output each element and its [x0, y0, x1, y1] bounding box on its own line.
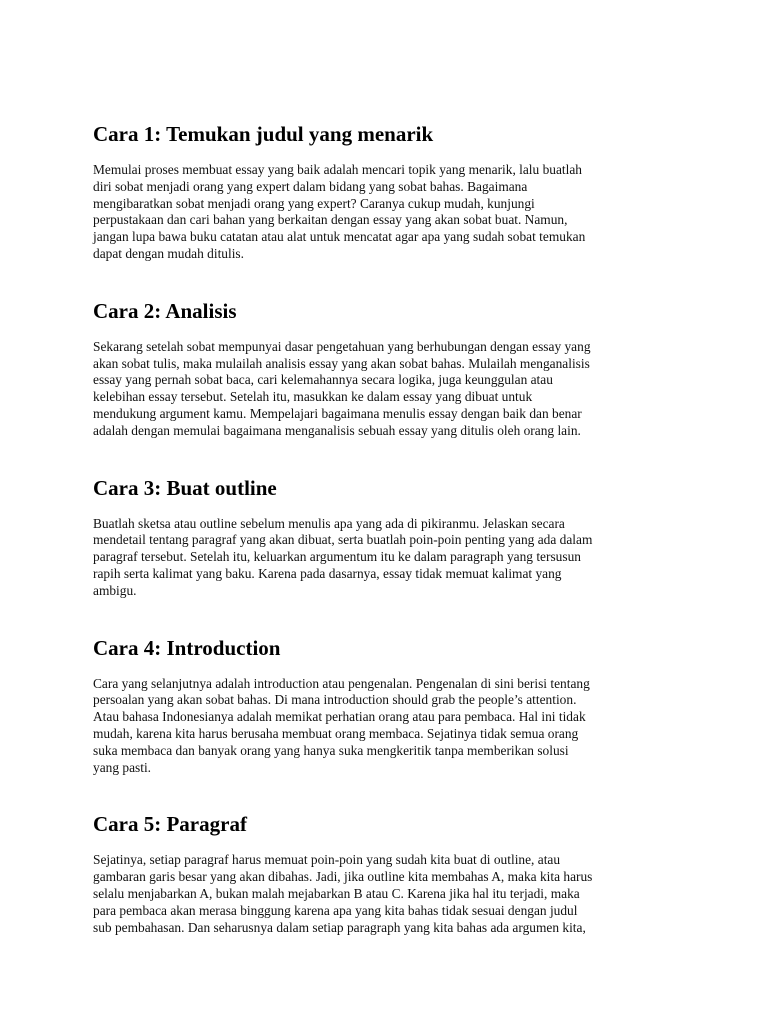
text-line: akan sobat tulis, maka mulailah analisis essay yang akan sobat bahas. Mulailah menganalisis: [93, 355, 590, 371]
text-line: ambigu.: [93, 582, 137, 598]
text-line: Atau bahasa Indonesianya adalah memikat perhatian orang atau para pembaca. Hal ini tidak: [93, 709, 586, 725]
section-cara-3: [93, 476, 678, 600]
section-heading: Cara 4: Introduction: [93, 635, 281, 660]
section-paragraph: [93, 162, 678, 263]
section-paragraph: [93, 516, 678, 600]
text-line: kelebihan essay tersebut. Setelah itu, masukkan ke dalam essay yang dibuat untuk: [93, 389, 533, 405]
section-cara-2: [93, 299, 678, 440]
section-paragraph: [93, 852, 678, 936]
section-cara-1: [93, 122, 678, 263]
text-line: paragraf tersebut. Setelah itu, keluarkan argumentum itu ke dalam paragraph yang tersusun: [93, 549, 581, 565]
text-line: Buatlah sketsa atau outline sebelum menulis apa yang ada di pikiranmu. Jelaskan secara: [93, 515, 565, 531]
text-line: Sejatinya, setiap paragraf harus memuat poin-poin yang sudah kita buat di outline, atau: [93, 852, 561, 868]
text-line: para pembaca akan merasa binggung karena apa yang kita bahas tidak sesuai dengan judul: [93, 902, 578, 918]
text-line: mudah, karena kita harus berusaha membuat orang membaca. Sejatinya tidak semua orang: [93, 725, 579, 741]
section-heading: Cara 5: Paragraf: [93, 812, 247, 837]
text-line: Cara yang selanjutnya adalah introduction atau pengenalan. Pengenalan di sini berisi tentang: [93, 675, 590, 691]
text-line: rapih serta kalimat yang baku. Karena pada dasarnya, essay tidak memuat kalimat yang: [93, 565, 562, 581]
section-heading: Cara 1: Temukan judul yang menarik: [93, 122, 434, 146]
section-paragraph: [93, 339, 678, 440]
text-line: mengibaratkan sobat menjadi orang yang expert? Caranya cukup mudah, kunjungi: [93, 195, 535, 211]
text-line: suka membaca dan banyak orang yang hanya suka mengkeritik tanpa memberikan solusi: [93, 742, 569, 758]
text-line: yang pasti.: [93, 759, 152, 775]
text-line: persoalan yang akan sobat bahas. Di mana introduction should grab the people’s attention.: [93, 692, 577, 708]
section-heading: Cara 3: Buat outline: [93, 475, 277, 500]
text-line: diri sobat menjadi orang yang expert dalam bidang yang sobat bahas. Bagaimana: [93, 178, 528, 194]
text-line: mendetail tentang paragraf yang akan dibuat, serta buatlah poin-poin penting yang ada dalam: [93, 532, 593, 548]
section-paragraph: [93, 676, 678, 777]
section-cara-5: [93, 812, 678, 936]
text-line: dapat dengan mudah ditulis.: [93, 245, 244, 261]
text-line: essay yang pernah sobat baca, cari kelemahannya secara logika, juga keunggulan atau: [93, 372, 553, 388]
text-line: jangan lupa bawa buku catatan atau alat untuk mencatat agar apa yang sudah sobat temukan: [93, 229, 586, 245]
text-line: adalah dengan memulai bagaimana menganalisis sebuah essay yang ditulis oleh orang lain.: [93, 422, 581, 438]
text-line: selalu menjabarkan A, bukan malah mejabarkan B atau C. Karena jika hal itu terjadi, maka: [93, 885, 580, 901]
section-cara-4: [93, 636, 678, 777]
text-line: gambaran garis besar yang akan dibahas. Jadi, jika outline kita membahas A, maka kita harus: [93, 869, 593, 885]
document-page: [93, 122, 678, 936]
text-line: Sekarang setelah sobat mempunyai dasar pengetahuan yang berhubungan dengan essay yang: [93, 338, 591, 354]
text-line: perpustakaan dan cari bahan yang berkaitan dengan essay yang akan sobat buat. Namun,: [93, 212, 568, 228]
section-heading: Cara 2: Analisis: [93, 298, 237, 323]
text-line: Memulai proses membuat essay yang baik adalah mencari topik yang menarik, lalu buatlah: [93, 162, 582, 177]
text-line: mendukung argument kamu. Mempelajari bagaimana menulis essay dengan baik dan benar: [93, 405, 582, 421]
text-line: sub pembahasan. Dan seharusnya dalam setiap paragraph yang kita bahas ada argumen kita,: [93, 919, 586, 935]
